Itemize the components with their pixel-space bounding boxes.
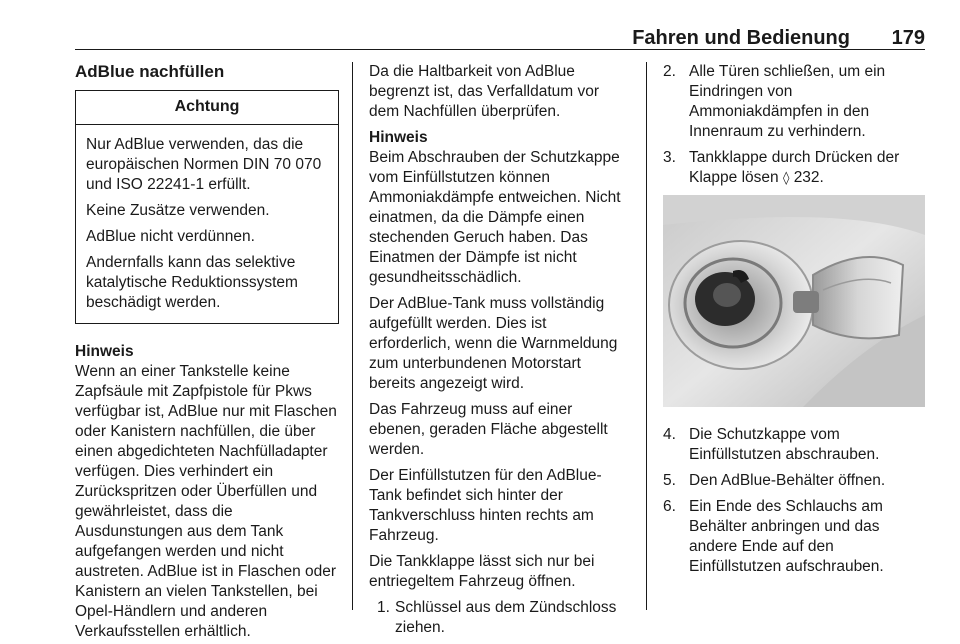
caution-paragraph: Keine Zusätze verwenden.	[86, 202, 270, 219]
body-paragraph: Der AdBlue-Tank muss vollständig aufgefüllt werden. Dies ist erforderlich, wenn die Warnmeldung zum unterbundenen Motorstart bereits angezeigt wird.	[369, 295, 618, 392]
fuel-flap-photo	[663, 195, 925, 407]
intro-paragraph: Da die Haltbarkeit von AdBlue begrenzt ist, das Verfalldatum vor dem Nachfüllen überprüfen.	[369, 63, 600, 120]
page-reference[interactable]: 232.	[793, 169, 824, 186]
caution-paragraph: Nur AdBlue verwenden, das die europäischen Normen DIN 70 070 und ISO 22241-1 erfüllt.	[86, 136, 322, 193]
step-item	[663, 62, 928, 142]
step-text: Alle Türen schließen, um ein Eindringen von Ammoniakdämpfen in den Innenraum zu verhindern.	[689, 63, 886, 140]
steps-list	[663, 425, 928, 577]
note-hinweis-2	[369, 128, 631, 288]
step-number: 6.	[663, 498, 676, 515]
section-title: AdBlue nachfüllen	[75, 62, 225, 81]
step-number: 3.	[663, 149, 676, 166]
body-paragraph: Die Tankklappe lässt sich nur bei entriegeltem Fahrzeug öffnen.	[369, 553, 595, 590]
step-number: 1.	[377, 599, 390, 616]
step-text: Ein Ende des Schlauchs am Behälter anbringen und das andere Ende auf den Einfüllstutzen aufschrauben.	[689, 498, 884, 575]
caution-heading: Achtung	[76, 91, 338, 125]
page-reference-icon: ◊	[782, 171, 790, 186]
step-text: Tankklappe durch Drücken der Klappe lösen	[689, 149, 900, 186]
step-number: 5.	[663, 472, 676, 489]
step-number: 2.	[663, 63, 676, 80]
column-left	[75, 62, 340, 642]
note-title: Hinweis	[75, 343, 134, 360]
note-title: Hinweis	[369, 129, 428, 146]
header-rule	[75, 49, 925, 50]
body-paragraph: Das Fahrzeug muss auf einer ebenen, geraden Fläche abgestellt werden.	[369, 401, 608, 458]
page-number: 179	[891, 27, 925, 49]
note-hinweis-1	[75, 342, 340, 642]
column-middle	[369, 62, 631, 644]
column-divider	[352, 62, 353, 610]
step-item	[369, 598, 631, 638]
step-text: Schlüssel aus dem Zündschloss ziehen.	[395, 599, 617, 636]
body-paragraph: Der Einfüllstutzen für den AdBlue-Tank befindet sich hinter der Tankverschluss hinten rechts am Fahrzeug.	[369, 467, 602, 544]
step-text: Den AdBlue-Behälter öffnen.	[689, 472, 886, 489]
column-divider	[646, 62, 647, 610]
step-item	[663, 425, 928, 465]
step-number: 4.	[663, 426, 676, 443]
caution-body	[76, 125, 338, 323]
step-item	[663, 148, 928, 189]
caution-box	[75, 90, 339, 324]
column-right	[663, 62, 928, 583]
note-text: Beim Abschrauben der Schutzkappe vom Einfüllstutzen können Ammoniakdämpfe entweichen. Nicht einatmen, da die Dämpfe einen stechenden Geruch haben. Das Einatmen der Dämpfe ist nicht gesundheitsschädlich.	[369, 149, 621, 286]
steps-list	[663, 62, 928, 189]
step-item	[663, 497, 928, 577]
header-title: Fahren und Bedienung	[632, 27, 850, 49]
step-item	[663, 471, 928, 491]
steps-list	[369, 598, 631, 638]
caution-paragraph: Andernfalls kann das selektive katalytische Reduktionssystem beschädigt werden.	[86, 254, 298, 311]
note-text: Wenn an einer Tankstelle keine Zapfsäule mit Zapfpistole für Pkws verfügbar ist, AdBlue nur mit Flaschen oder Kanistern nachfüllen, die über einen abgedichteten Nachfülladapter verfügen. Dies verhindert ein Zurückspritzen oder Überfüllen und gewährleistet, dass die Ausdunstungen aus dem Tank aufgefangen werden und nicht austreten. AdBlue ist in Flaschen oder Kanistern an vielen Tankstellen, bei Opel-Händlern und anderen Verkaufsstellen erhältlich.	[75, 363, 337, 640]
step-text: Die Schutzkappe vom Einfüllstutzen abschrauben.	[689, 426, 880, 463]
page-header	[75, 0, 925, 50]
caution-paragraph: AdBlue nicht verdünnen.	[86, 228, 255, 245]
